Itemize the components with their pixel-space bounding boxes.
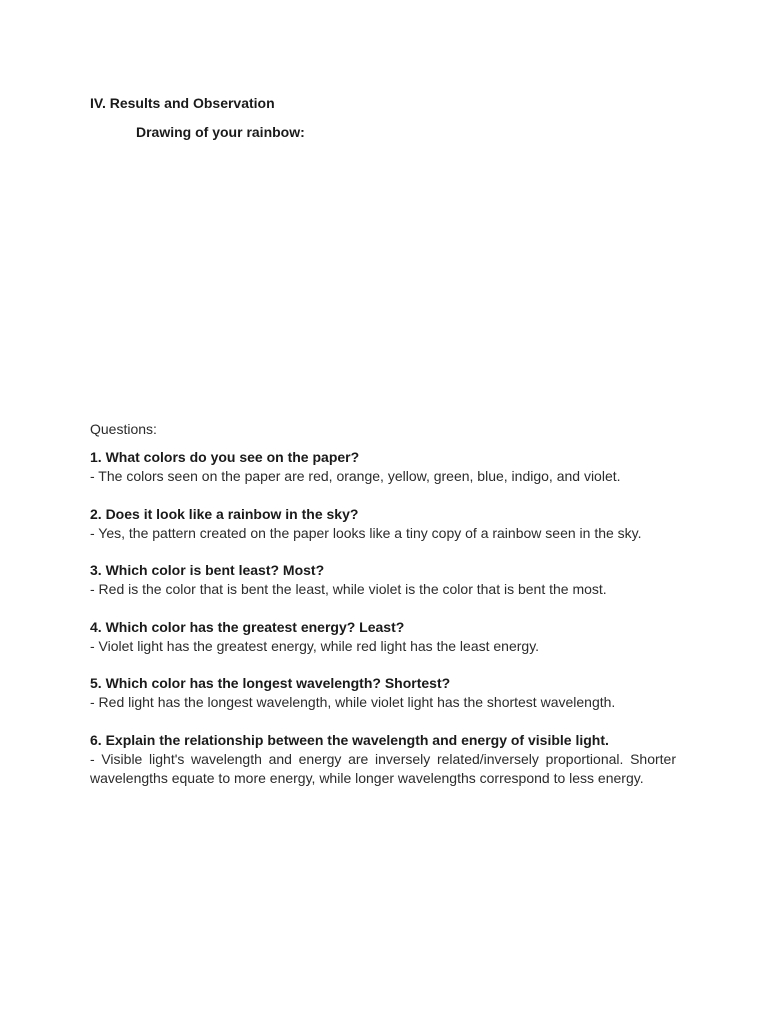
- questions-list: [90, 448, 676, 807]
- question-text: 6. Explain the relationship between the wavelength and energy of visible light.: [90, 731, 609, 748]
- question-text: 4. Which color has the greatest energy? Least?: [90, 618, 405, 635]
- answer-text: - Red is the color that is bent the least, while violet is the color that is bent the most.: [90, 581, 607, 597]
- question-item: [90, 448, 676, 487]
- answer-text: - Violet light has the greatest energy, while red light has the least energy.: [90, 637, 540, 654]
- question-item: [90, 505, 676, 544]
- question-text: 3. Which color is bent least? Most?: [90, 562, 325, 578]
- question-item: [90, 618, 676, 657]
- drawing-label: Drawing of your rainbow:: [136, 124, 305, 140]
- answer-text: - Red light has the longest wavelength, while violet light has the shortest wavelength.: [90, 694, 616, 710]
- question-item: [90, 674, 676, 713]
- question-item: [90, 561, 676, 600]
- section-heading: IV. Results and Observation: [90, 95, 275, 111]
- answer-text: - The colors seen on the paper are red, orange, yellow, green, blue, indigo, and violet.: [90, 468, 621, 484]
- question-text: 1. What colors do you see on the paper?: [90, 449, 360, 465]
- question-text: 5. Which color has the longest wavelength? Shortest?: [90, 675, 451, 691]
- question-text: 2. Does it look like a rainbow in the sky?: [90, 505, 359, 522]
- answer-text: - Yes, the pattern created on the paper looks like a tiny copy of a rainbow seen in the sky.: [90, 524, 642, 541]
- rainbow-drawing-area: [90, 150, 676, 405]
- answer-text: - Visible light's wavelength and energy are inversely related/inversely proportional. Shorter wavelengths equate to more energy, while longer wavelengths correspond to less energy.: [90, 750, 676, 786]
- questions-label: Questions:: [90, 421, 157, 437]
- question-item: [90, 731, 676, 789]
